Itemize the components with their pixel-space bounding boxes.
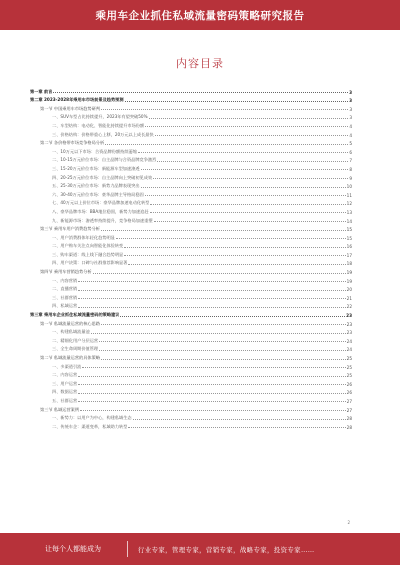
toc-entry-title: 第二节 私域流量运营的具体策略	[40, 355, 100, 360]
toc-entry-title: 一、用户消费群体年轻化趋势明显	[52, 234, 115, 240]
toc-entry-title: 第二章 2023-2028年乘用车市场前景及趋势预测	[30, 97, 124, 103]
toc-entry[interactable]	[30, 181, 352, 190]
toc-entry-title: 二、10-15万元价位市场：自主品牌与合资品牌竞争激烈	[52, 157, 157, 163]
toc-entry[interactable]	[30, 284, 352, 293]
toc-entry-title: 第三节 私域运营案例	[40, 406, 80, 412]
dot-leader	[155, 135, 349, 136]
dot-leader	[125, 101, 349, 102]
toc-entry-page: 14	[346, 218, 352, 224]
toc-entry-page: 4	[349, 123, 352, 129]
toc-entry[interactable]	[30, 275, 352, 284]
toc-entry-title: 三、价格结构：价格带重心上移，20万元以上成长最快	[52, 131, 154, 137]
dot-leader	[157, 161, 348, 162]
dot-leader	[138, 152, 348, 153]
toc-entry[interactable]	[30, 249, 352, 258]
toc-entry[interactable]	[30, 361, 352, 370]
toc-entry-title: 第一章 前言	[30, 88, 53, 94]
toc-entry-title: 一、新势力：以用户为中心，构建私域生态	[52, 415, 132, 421]
toc-entry-title: 二、车型结构：电动化、智能化持续提升市场份额	[52, 122, 145, 128]
toc-entry[interactable]	[30, 335, 352, 344]
toc-entry-title: 一、10万元以下市场：合资品牌份额持续萎缩	[52, 148, 137, 154]
toc-entry-title: 三、用户运营	[52, 380, 78, 386]
dot-leader	[101, 359, 346, 360]
dot-leader	[150, 204, 345, 205]
toc-entry-page: 8	[349, 166, 352, 172]
toc-entry[interactable]	[30, 138, 352, 147]
toc-entry[interactable]	[30, 103, 352, 112]
dot-leader	[105, 144, 348, 145]
toc-entry[interactable]	[30, 327, 352, 336]
toc-entry-page: 10	[346, 184, 352, 190]
toc-entry[interactable]	[30, 352, 352, 361]
toc-entry-page: 23	[346, 313, 352, 319]
toc-entry[interactable]	[30, 120, 352, 129]
toc-entry-title: 第一节 私域流量运营的核心思路	[40, 320, 100, 326]
toc-entry[interactable]	[30, 112, 352, 121]
dot-leader	[93, 273, 346, 274]
toc-entry[interactable]	[30, 370, 352, 379]
toc-entry-title: 第二节 各价格带市场竞争格局分析	[40, 140, 105, 146]
toc-entry[interactable]	[30, 378, 352, 387]
toc-entry-page: 28	[346, 424, 352, 430]
toc-entry-page: 24	[346, 338, 352, 344]
dot-leader	[124, 247, 345, 248]
toc-entry-page: 15	[346, 235, 352, 241]
toc-entry-title: 二、内容运营	[52, 372, 78, 378]
toc-entry[interactable]	[30, 395, 352, 404]
toc-entry[interactable]	[30, 232, 352, 241]
footer-slogan-left: 让每个人都能成为	[45, 545, 101, 553]
toc-entry-page: 26	[346, 390, 352, 396]
toc-entry-page: 17	[346, 252, 352, 258]
toc-entry-title: 第三节 乘用车用户消费趋势分析	[40, 226, 100, 232]
toc-entry[interactable]	[30, 129, 352, 138]
toc-entry-title: 三、购车渠道：线上线下融合趋势明显	[52, 251, 124, 257]
toc-entry-page: 16	[346, 244, 352, 250]
dot-leader	[153, 178, 348, 179]
toc-entry[interactable]	[30, 421, 352, 430]
dot-leader	[78, 393, 346, 394]
toc-entry-title: 三、全生命周期价值管理	[52, 346, 99, 352]
toc-entry-page: 21	[346, 295, 352, 301]
dot-leader	[101, 230, 346, 231]
toc-heading: 内容目录	[176, 57, 224, 70]
toc-entry-page: 3	[349, 89, 352, 95]
toc-entry[interactable]	[30, 86, 352, 95]
toc-entry-page: 27	[346, 398, 352, 404]
document-footer	[0, 533, 400, 565]
dot-leader	[78, 384, 346, 385]
page-number: 2	[347, 520, 350, 525]
toc-entry-title: 六、30-40万元价位市场：豪华品牌主导格局稳固	[52, 191, 144, 197]
dot-leader	[149, 118, 349, 119]
dot-leader	[99, 350, 346, 351]
toc-entry-title: 二、直播营销	[52, 286, 78, 292]
toc-entry-title: 二、精细化用户分层运营	[52, 337, 99, 343]
toc-entry-page: 24	[346, 347, 352, 353]
dot-leader	[82, 367, 345, 368]
toc-entry-title: 四、用户决策：口碑与社群推荐影响显著	[52, 260, 128, 266]
toc-entry-page: 28	[346, 416, 352, 422]
dot-leader	[78, 376, 346, 377]
dot-leader	[145, 195, 346, 196]
toc-entry[interactable]	[30, 258, 352, 267]
dot-leader	[101, 109, 348, 110]
dot-leader	[80, 410, 346, 411]
toc-entry-page: 26	[346, 381, 352, 387]
toc-entry-title: 二、传统车企：渠道变革，私域助力转型	[52, 423, 128, 429]
toc-entry-page: 25	[346, 356, 352, 361]
dot-leader	[91, 333, 346, 334]
dot-leader	[145, 126, 348, 127]
toc-entry-title: 二、用户购车关注点向智能化体验转变	[52, 243, 124, 249]
toc-entry[interactable]	[30, 163, 352, 172]
toc-entry-page: 9	[349, 175, 352, 181]
toc-entry[interactable]	[30, 241, 352, 250]
toc-entry-page: 19	[346, 278, 352, 284]
dot-leader	[101, 324, 346, 325]
dot-leader	[133, 419, 346, 420]
dot-leader	[99, 341, 346, 342]
toc-entry-page: 23	[346, 330, 352, 336]
toc-entry-page: 22	[346, 304, 352, 310]
dot-leader	[78, 290, 346, 291]
toc-entry[interactable]	[30, 172, 352, 181]
toc-entry[interactable]	[30, 155, 352, 164]
toc-entry-page: 25	[346, 364, 352, 370]
dot-leader	[124, 255, 345, 256]
dot-leader	[128, 427, 345, 428]
dot-leader	[78, 281, 346, 282]
toc-entry-title: 一、多渠道引流	[52, 363, 82, 369]
dot-leader	[53, 92, 348, 93]
toc-entry-title: 四、私域运营	[52, 303, 78, 309]
toc-entry[interactable]	[30, 146, 352, 155]
toc-entry-page: 7	[349, 158, 352, 164]
toc-entry-page: 3	[349, 115, 352, 121]
toc-entry-title: 五、25-30万元价位市场：新势力品牌表现突出	[52, 183, 140, 189]
table-of-contents	[30, 86, 352, 430]
toc-entry[interactable]	[30, 404, 352, 413]
toc-entry-page: 18	[346, 261, 352, 267]
toc-entry[interactable]	[30, 344, 352, 353]
toc-entry[interactable]	[30, 387, 352, 396]
dot-leader	[154, 221, 346, 222]
dot-leader	[78, 307, 346, 308]
dot-leader	[128, 264, 345, 265]
toc-entry-page: 19	[346, 270, 352, 276]
report-title: 乘用车企业抓住私域流量密码策略研究报告	[95, 9, 305, 22]
toc-entry-page: 20	[346, 287, 352, 293]
toc-entry-page: 5	[349, 141, 352, 147]
toc-entry-title: 第一节 中国乘用车市场趋势研判	[40, 105, 100, 111]
toc-entry[interactable]	[30, 189, 352, 198]
toc-entry[interactable]	[30, 301, 352, 310]
document-header	[0, 0, 400, 30]
toc-entry-title: 三、社群营销	[52, 294, 78, 300]
toc-entry-title: 四、数据运营	[52, 389, 78, 395]
dot-leader	[120, 316, 345, 317]
toc-entry[interactable]	[30, 318, 352, 327]
toc-entry-page: 12	[346, 201, 352, 207]
toc-entry-page: 4	[349, 132, 352, 138]
toc-entry-page: 6	[349, 149, 352, 155]
toc-entry-title: 七、40万元以上价位市场：豪华品牌加速电动化转型	[52, 200, 150, 206]
dot-leader	[78, 401, 346, 402]
toc-entry[interactable]	[30, 206, 352, 215]
dot-leader	[150, 212, 346, 213]
toc-entry-page: 3	[349, 98, 352, 104]
toc-entry[interactable]	[30, 266, 352, 275]
toc-entry-page: 13	[346, 209, 352, 215]
dot-leader	[78, 298, 346, 299]
toc-entry[interactable]	[30, 224, 352, 233]
toc-entry-title: 第四节 乘用车营销趋势分析	[40, 269, 92, 275]
toc-entry[interactable]	[30, 309, 352, 318]
toc-entry-title: 九、新能源市场：渗透率持续提升，竞争格局加速重塑	[52, 217, 153, 223]
toc-entry-title: 一、SUV车型占比持续提升，2023年有望突破50%	[52, 114, 148, 120]
toc-entry[interactable]	[30, 215, 352, 224]
toc-entry[interactable]	[30, 95, 352, 104]
toc-entry-page: 27	[346, 407, 352, 413]
toc-entry-page: 15	[346, 227, 352, 233]
toc-entry-page: 25	[346, 373, 352, 379]
toc-entry-title: 四、20-25万元价位市场：自主品牌向上突破初见成效	[52, 174, 153, 180]
toc-entry-title: 八、豪华品牌市场：BBA地位稳固，新势力加速追赶	[52, 208, 149, 214]
toc-entry-title: 五、社群运营	[52, 397, 78, 403]
toc-entry-title: 一、内容营销	[52, 277, 78, 283]
footer-divider	[127, 541, 128, 557]
toc-entry[interactable]	[30, 198, 352, 207]
toc-entry-page: 23	[346, 321, 352, 327]
toc-entry-title: 第三章 乘用车企业抓住私域流量密码的策略建议	[30, 312, 120, 318]
footer-slogan-right: 行业专家，管理专家，营销专家，战略专家，投资专家……	[138, 545, 315, 554]
toc-entry[interactable]	[30, 413, 352, 422]
dot-leader	[141, 187, 346, 188]
toc-entry-page: 11	[346, 192, 352, 198]
dot-leader	[141, 169, 349, 170]
toc-entry-page: 3	[349, 106, 352, 112]
dot-leader	[116, 238, 346, 239]
toc-entry-title: 一、构建私域流量池	[52, 329, 90, 335]
toc-entry[interactable]	[30, 292, 352, 301]
toc-entry-title: 三、15-20万元价位市场：新能源车型加速渗透	[52, 165, 140, 171]
